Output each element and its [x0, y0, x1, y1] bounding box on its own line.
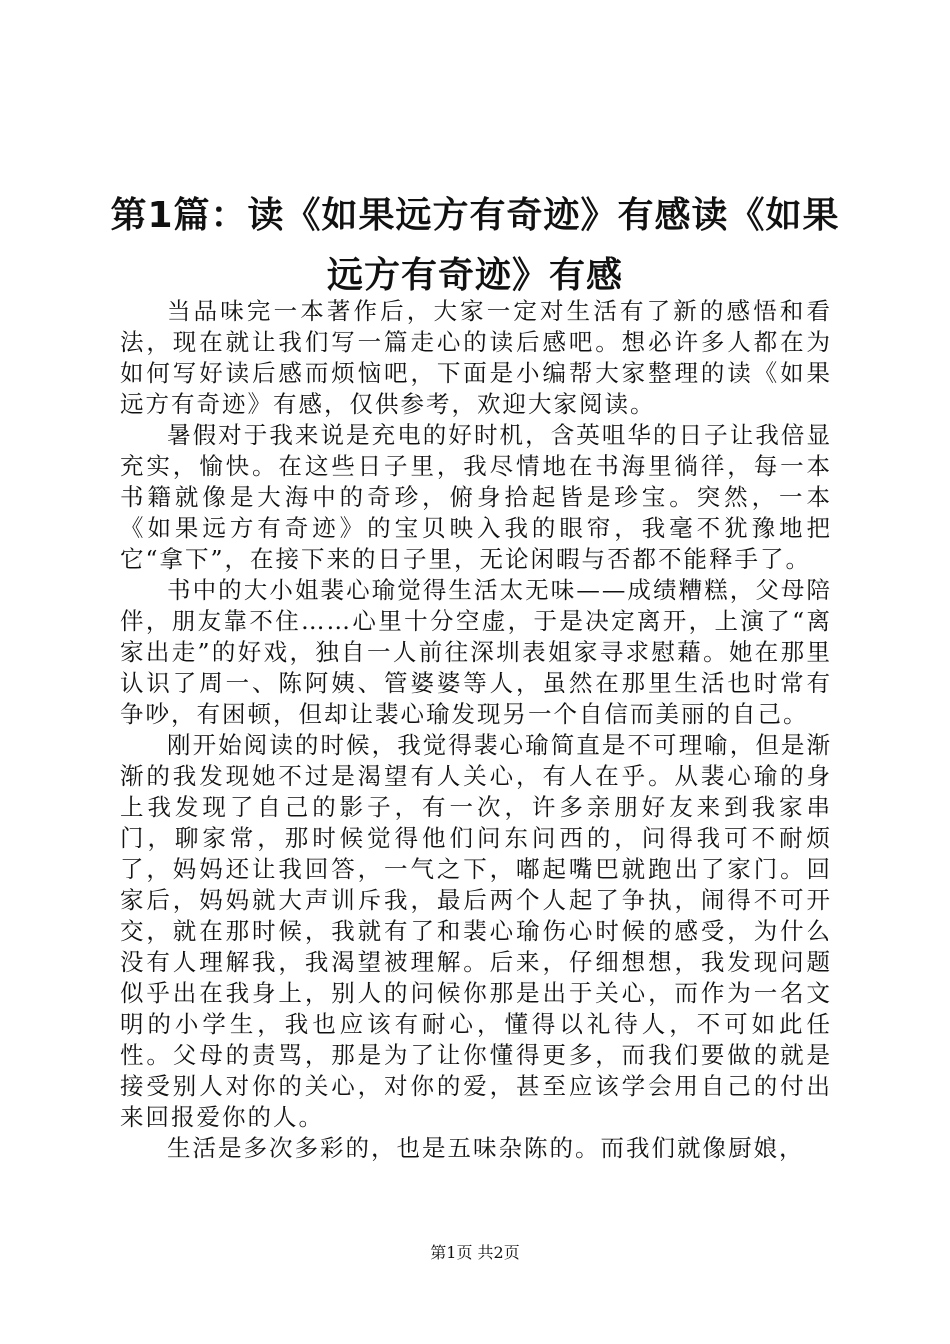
paragraph-3: 书中的大小姐裴心瑜觉得生活太无味——成绩糟糕，父母陪伴，朋友靠不住……心里十分空虚，于是决定离开，上演了“离家出走”的好戏，独自一人前往深圳表姐家寻求慰藉。她在那里认识了周一、陈阿姨、管婆婆等人，虽然在那里生活也时常有争吵，有困顿，但却让裴心瑜发现另一个自信而美丽的自己。 [120, 576, 832, 728]
document-body [120, 296, 832, 1164]
paragraph-1: 当品味完一本著作后，大家一定对生活有了新的感悟和看法，现在就让我们写一篇走心的读后感吧。想必许多人都在为如何写好读后感而烦恼吧，下面是小编帮大家整理的读《如果远方有奇迹》有感，仅供参考，欢迎大家阅读。 [120, 297, 832, 418]
title-line-2: 远方有奇迹》有感 [326, 255, 623, 296]
paragraph-2: 暑假对于我来说是充电的好时机，含英咀华的日子让我倍显充实，愉快。在这些日子里，我尽情地在书海里徜徉，每一本书籍就像是大海中的奇珍，俯身拾起皆是珍宝。突然，一本《如果远方有奇迹》的宝贝映入我的眼帘，我毫不犹豫地把它“拿下”，在接下来的日子里，无论闲暇与否都不能释手了。 [120, 421, 832, 573]
title-line-1: 第1篇：读《如果远方有奇迹》有感读《如果 [110, 195, 840, 236]
page-title [100, 186, 850, 306]
page-footer: 第1页 共2页 [430, 1243, 520, 1262]
paragraph-5: 生活是多次多彩的，也是五味杂陈的。而我们就像厨娘， [167, 1134, 805, 1162]
paragraph-4: 刚开始阅读的时候，我觉得裴心瑜简直是不可理喻，但是渐渐的我发现她不过是渴望有人关心，有人在乎。从裴心瑜的身上我发现了自己的影子，有一次，许多亲朋好友来到我家串门，聊家常，那时候觉得他们问东问西的，问得我可不耐烦了，妈妈还让我回答，一气之下，嘟起嘴巴就跑出了家门。回家后，妈妈就大声训斥我，最后两个人起了争执，闹得不可开交，就在那时候，我就有了和裴心瑜伤心时候的感受，为什么没有人理解我，我渴望被理解。后来，仔细想想，我发现问题似乎出在我身上，别人的问候你那是出于关心，而作为一名文明的小学生，我也应该有耐心，懂得以礼待人，不可如此任性。父母的责骂，那是为了让你懂得更多，而我们要做的就是接受别人对你的关心，对你的爱，甚至应该学会用自己的付出来回报爱你的人。 [120, 731, 832, 1131]
